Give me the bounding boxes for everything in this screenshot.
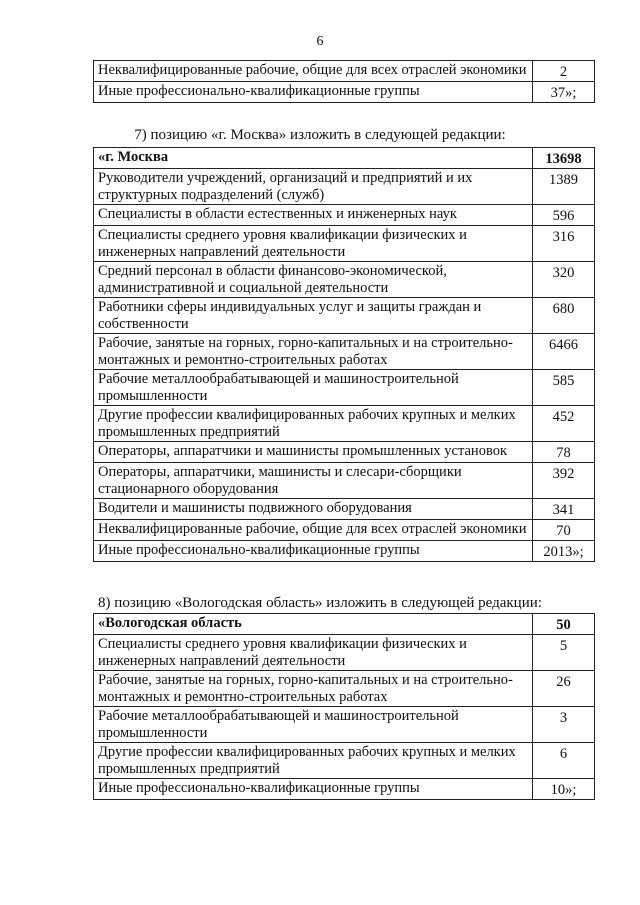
- table-row: [94, 671, 595, 707]
- region-total: 13698: [533, 148, 595, 169]
- row-name: Рабочие металлообрабатывающей и машиностроительной промышленности: [94, 370, 533, 406]
- row-value: 78: [533, 442, 595, 463]
- row-value: 1389: [533, 169, 595, 205]
- table-row: [94, 541, 595, 562]
- table-row: [94, 520, 595, 541]
- row-value: 585: [533, 370, 595, 406]
- row-name: Работники сферы индивидуальных услуг и защиты граждан и собственности: [94, 298, 533, 334]
- table-row: [94, 370, 595, 406]
- vologda-table: [93, 613, 595, 800]
- row-value: 6466: [533, 334, 595, 370]
- row-name: Специалисты в области естественных и инженерных наук: [94, 205, 533, 226]
- table-row: [94, 226, 595, 262]
- row-value: 680: [533, 298, 595, 334]
- row-name: Неквалифицированные рабочие, общие для всех отраслей экономики: [94, 520, 533, 541]
- row-name: Специалисты среднего уровня квалификации физических и инженерных направлений деятельности: [94, 226, 533, 262]
- row-value: 10»;: [533, 779, 595, 800]
- table-header-row: [94, 614, 595, 635]
- table-header-row: [94, 148, 595, 169]
- row-value: 392: [533, 463, 595, 499]
- table-row: [94, 205, 595, 226]
- table-row: [94, 707, 595, 743]
- row-value: 341: [533, 499, 595, 520]
- row-name: Рабочие металлообрабатывающей и машиностроительной промышленности: [94, 707, 533, 743]
- row-name: Рабочие, занятые на горных, горно-капитальных и на строительно-монтажных и ремонтно-строительных работах: [94, 334, 533, 370]
- row-name: Специалисты среднего уровня квалификации физических и инженерных направлений деятельности: [94, 635, 533, 671]
- region-name: «Вологодская область: [94, 614, 533, 635]
- row-value: 26: [533, 671, 595, 707]
- row-name: Иные профессионально-квалификационные группы: [94, 779, 533, 800]
- table-row: [94, 442, 595, 463]
- table-row: [94, 635, 595, 671]
- row-value: 5: [533, 635, 595, 671]
- row-name: Руководители учреждений, организаций и предприятий и их структурных подразделений (служб): [94, 169, 533, 205]
- row-value: 596: [533, 205, 595, 226]
- row-name: Другие профессии квалифицированных рабочих крупных и мелких промышленных предприятий: [94, 743, 533, 779]
- table-row: [94, 298, 595, 334]
- region-total: 50: [533, 614, 595, 635]
- row-value: 320: [533, 262, 595, 298]
- row-name: Рабочие, занятые на горных, горно-капитальных и на строительно-монтажных и ремонтно-строительных работах: [94, 671, 533, 707]
- row-value: 3: [533, 707, 595, 743]
- table-row: [94, 743, 595, 779]
- table-row: [94, 779, 595, 800]
- row-value: 2013»;: [533, 541, 595, 562]
- page-number: 6: [316, 34, 324, 49]
- table-row: [94, 406, 595, 442]
- row-name: Иные профессионально-квалификационные группы: [94, 541, 533, 562]
- continuation-table: [93, 60, 595, 103]
- row-value: 2: [533, 61, 595, 82]
- table-row: [94, 61, 595, 82]
- table-row: [94, 169, 595, 205]
- table-row: [94, 499, 595, 520]
- section-7-instruction: 7) позицию «г. Москва» изложить в следующей редакции:: [134, 127, 506, 143]
- moscow-table: [93, 147, 595, 562]
- row-name: Неквалифицированные рабочие, общие для всех отраслей экономики: [94, 61, 533, 82]
- row-name: Иные профессионально-квалификационные группы: [94, 82, 533, 103]
- row-value: 70: [533, 520, 595, 541]
- row-name: Средний персонал в области финансово-экономической, административной и социальной деятельности: [94, 262, 533, 298]
- table-row: [94, 463, 595, 499]
- table-row: [94, 334, 595, 370]
- row-value: 316: [533, 226, 595, 262]
- row-value: 452: [533, 406, 595, 442]
- row-name: Операторы, аппаратчики и машинисты промышленных установок: [94, 442, 533, 463]
- region-name: «г. Москва: [94, 148, 533, 169]
- row-name: Другие профессии квалифицированных рабочих крупных и мелких промышленных предприятий: [94, 406, 533, 442]
- row-name: Операторы, аппаратчики, машинисты и слесари-сборщики стационарного оборудования: [94, 463, 533, 499]
- table-row: [94, 82, 595, 103]
- row-value: 37»;: [533, 82, 595, 103]
- row-value: 6: [533, 743, 595, 779]
- row-name: Водители и машинисты подвижного оборудования: [94, 499, 533, 520]
- section-8-instruction: 8) позицию «Вологодская область» изложить в следующей редакции:: [98, 595, 542, 611]
- table-row: [94, 262, 595, 298]
